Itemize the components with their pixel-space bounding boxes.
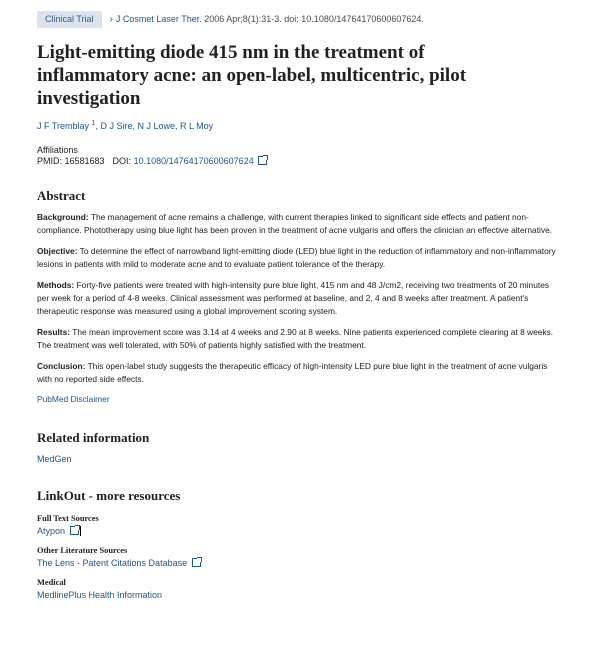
journal-link[interactable]: J Cosmet Laser Ther. bbox=[115, 14, 202, 24]
abstract-section-text: This open-label study suggests the therapeutic efficacy of high-intensity LED pure blue light in the treatment of acne vulgaris with no reported side effects. bbox=[37, 361, 548, 384]
identifiers bbox=[37, 156, 557, 166]
related-information-heading: Related information bbox=[37, 430, 150, 445]
abstract-section bbox=[37, 360, 557, 386]
citation-details: 2006 Apr;8(1):31-3. doi: 10.1080/14764170600607624. bbox=[201, 14, 424, 24]
text-cursor bbox=[80, 526, 81, 536]
publication-type-badge: Clinical Trial bbox=[37, 11, 102, 28]
article-page bbox=[37, 10, 557, 600]
abstract-section bbox=[37, 245, 557, 271]
external-link-icon bbox=[192, 558, 201, 567]
citation-line bbox=[37, 10, 557, 28]
author-link[interactable]: J F Tremblay bbox=[37, 121, 90, 131]
medgen-link[interactable]: MedGen bbox=[37, 454, 72, 464]
atypon-link-label[interactable]: Atypon bbox=[37, 526, 66, 536]
abstract-section-text: To determine the effect of narrowband light-emitting diode (LED) blue light in the reduction of inflammatory and non-inflammatory lesions in patients with mild to moderate acne and to evaluate patient tolerance of the therapy. bbox=[37, 246, 556, 269]
abstract-section-text: The mean improvement score was 3.14 at 4 weeks and 2.90 at 8 weeks. Nine patients experienced complete clearing at 8 weeks. The treatment was well tolerated, with 50% of patients highly satisfied with the treatment. bbox=[37, 327, 554, 350]
doi-link[interactable]: 10.1080/14764170600607624 bbox=[133, 156, 254, 166]
linkout-heading: LinkOut - more resources bbox=[37, 488, 181, 503]
abstract-section-label: Methods: bbox=[37, 280, 75, 290]
the-lens-link[interactable] bbox=[37, 558, 557, 568]
abstract-section bbox=[37, 279, 557, 318]
medlineplus-link[interactable]: MedlinePlus Health Information bbox=[37, 590, 163, 600]
external-link-icon bbox=[258, 156, 267, 165]
abstract-section-label: Objective: bbox=[37, 246, 78, 256]
author-list bbox=[37, 120, 557, 131]
affiliations-toggle[interactable]: Affiliations bbox=[37, 145, 78, 155]
abstract-section-label: Background: bbox=[37, 212, 89, 222]
other-literature-sources-heading: Other Literature Sources bbox=[37, 546, 128, 555]
abstract-section-text: The management of acne remains a challenge, with current therapies linked to significant side effects and patient non-compliance. Phototherapy using blue light has been proven in the treatment of acne vulgaris and offers the clinician an effective alternative. bbox=[37, 212, 553, 235]
external-link-icon bbox=[70, 526, 79, 535]
doi-label: DOI: bbox=[112, 156, 132, 166]
chevron-right-icon: › bbox=[109, 13, 113, 25]
pubmed-disclaimer-link[interactable]: PubMed Disclaimer bbox=[37, 394, 110, 404]
citation bbox=[116, 14, 424, 24]
abstract-section-text: Forty-five patients were treated with high-intensity pure blue light, 415 nm and 48 J/cm2, receiving two treatments of 20 minutes per week for a period of 4-8 weeks. Clinical assessment was performed at baseline, and 2, 4 and 8 weeks after treatment. A patient's therapeutic response was measured using a global improvement scoring system. bbox=[37, 280, 550, 316]
abstract-body bbox=[37, 211, 557, 386]
full-text-sources-heading: Full Text Sources bbox=[37, 514, 99, 523]
other-authors[interactable]: , D J Sire, N J Lowe, R L Moy bbox=[95, 121, 214, 131]
abstract-heading: Abstract bbox=[37, 188, 86, 203]
the-lens-link-label[interactable]: The Lens - Patent Citations Database bbox=[37, 558, 188, 568]
abstract-section-label: Results: bbox=[37, 327, 71, 337]
abstract-section-label: Conclusion: bbox=[37, 361, 86, 371]
abstract-section bbox=[37, 211, 557, 237]
page-title: Light-emitting diode 415 nm in the treatment of inflammatory acne: an open-label, multicentric, pilot investigation bbox=[37, 42, 467, 109]
abstract-section bbox=[37, 326, 557, 352]
pmid: PMID: 16581683 bbox=[37, 156, 105, 166]
medical-heading: Medical bbox=[37, 578, 66, 587]
atypon-link[interactable] bbox=[37, 526, 557, 536]
affiliation-marker[interactable]: 1 bbox=[91, 120, 96, 127]
